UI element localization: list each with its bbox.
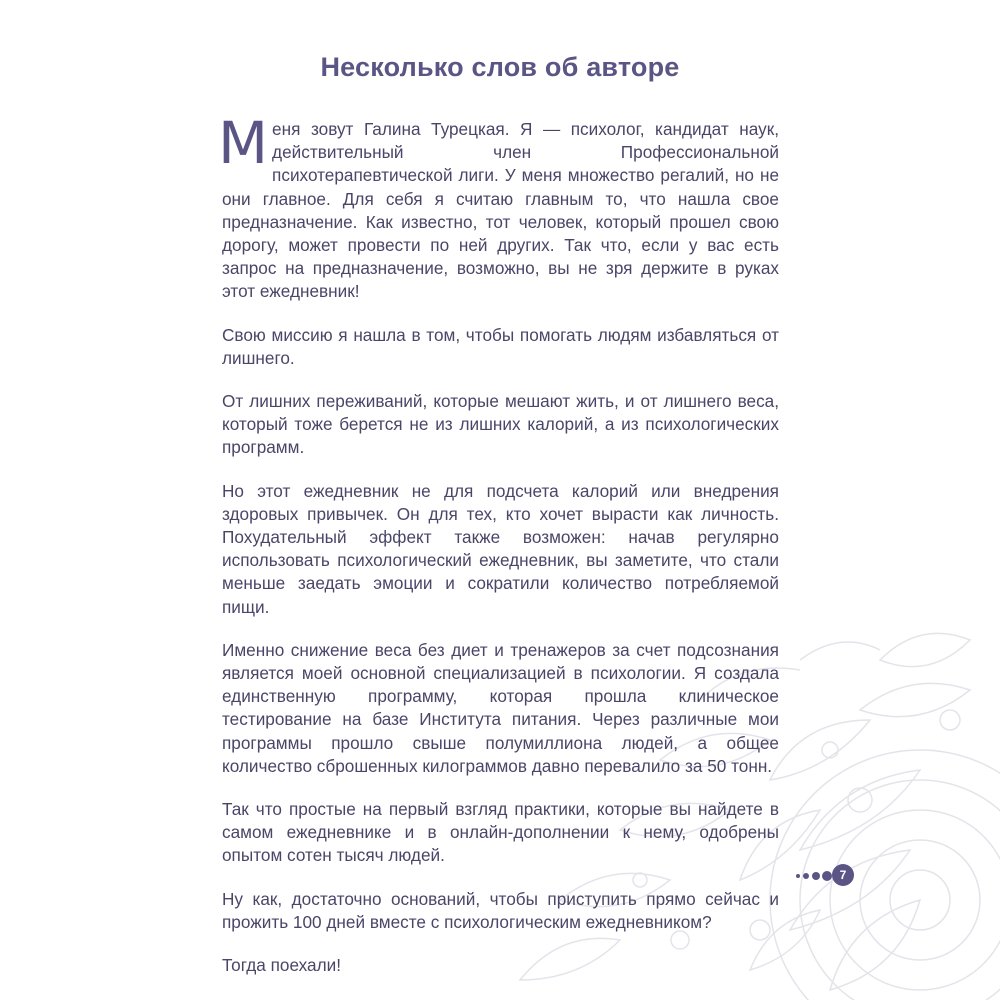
paragraph-diary-purpose: Но этот ежедневник не для подсчета калорий или внедрения здоровых привычек. Он для тех, кто хочет вырасти как личность. Похудательный эффект также возможен: начав регулярно использовать психологический ежедневник, вы заметите, что стали меньше заедать эмоции и сократили количество потребляемой пищи. (222, 480, 779, 617)
paragraph-excess: От лишних переживаний, которые мешают жить, и от лишнего веса, который тоже берется не из лишних калорий, а из психологических программ. (222, 391, 779, 458)
paragraph-closing: Тогда поехали! (222, 955, 341, 976)
paragraph-intro (218, 109, 779, 304)
page-number-indicator (796, 864, 858, 888)
dot-icon (796, 874, 800, 878)
paragraph-specialization: Именно снижение веса без диет и тренажеров за счет подсознания является моей основной специализацией в психологии. Я создала единственную программу, которая прошла клиническое тестирование на базе Института питания. Через различные мои программы прошло свыше полумиллиона людей, а общее количество сброшенных килограммов давно перевалило за 50 тонн. (222, 639, 779, 776)
paragraph-intro-text: еня зовут Галина Турецкая. Я — психолог, кандидат наук, действительный член Профессиональной психотерапевтической лиги. У меня множество регалий, но не они главное. Для себя я считаю главным то, что нашла свое предназначение. Как известно, тот человек, который прошел свою дорогу, может провести по ней других. Так что, если у вас есть запрос на предназначение, возможно, вы не зря держите в руках этот ежедневник! (222, 119, 779, 302)
paragraph-call-to-action: Ну как, достаточно оснований, чтобы приступить прямо сейчас и прожить 100 дней вместе с психологическим ежедневником? (222, 888, 779, 932)
page-title: Несколько слов об авторе (320, 52, 680, 82)
dot-icon (822, 871, 832, 881)
paragraph-mission: Свою миссию я нашла в том, чтобы помогать людям избавляться от лишнего. (222, 324, 779, 368)
dot-icon (812, 872, 820, 880)
page-number: 7 (832, 864, 854, 886)
drop-cap: М (218, 109, 269, 177)
dot-icon (803, 873, 809, 879)
author-text (218, 109, 779, 997)
paragraph-practices: Так что простые на первый взгляд практики, которые вы найдете в самом ежедневнике и в онлайн-дополнении к нему, одобрены опытом сотен тысяч людей. (222, 799, 779, 866)
